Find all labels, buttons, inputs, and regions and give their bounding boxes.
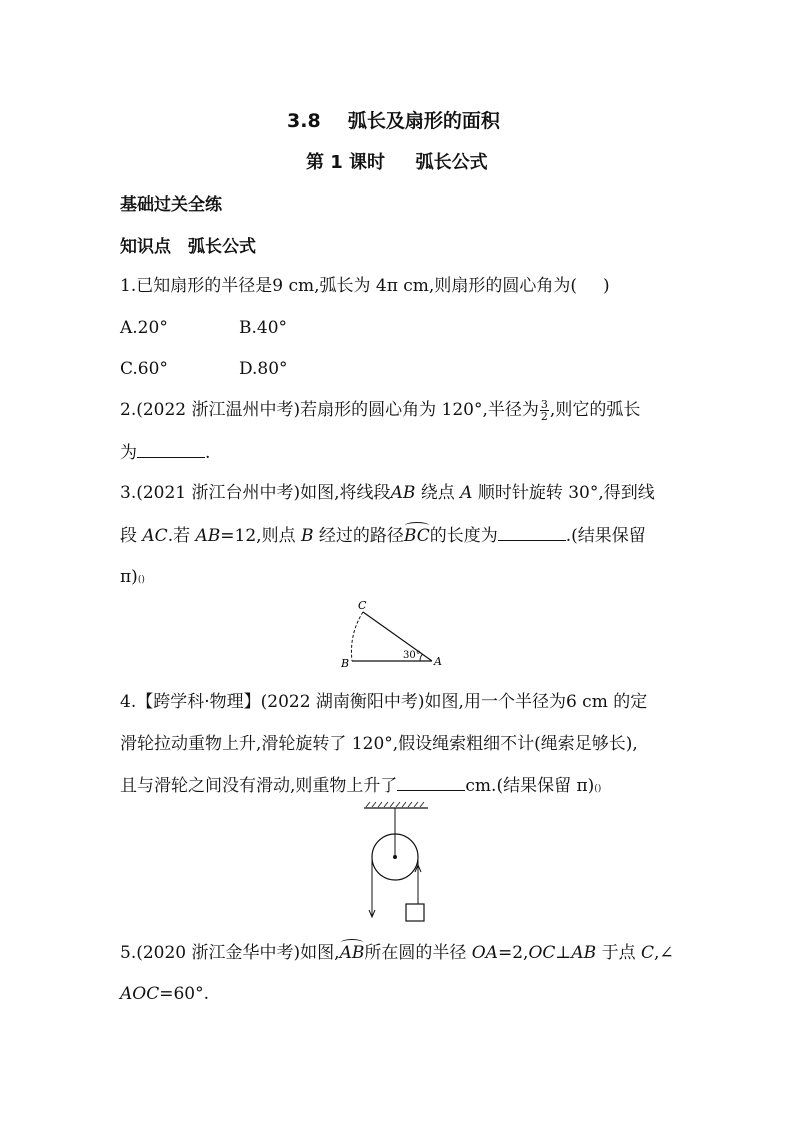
pulley-center [393,855,397,859]
q2-part2: ,则它的弧长 [549,400,641,420]
page-title [287,106,500,133]
q3-text: =12,则点 [220,526,301,546]
q3-label-angle: 30° [403,650,421,661]
q3-text: π) [120,567,138,587]
q5-text: ⊥ [555,943,572,963]
title-number: 3.8 [287,110,321,132]
q5-text: =2, [497,943,529,963]
q5-arc-ab: AB [339,943,365,963]
q4-text: 且与滑轮之间没有滑动,则重物上升了 [120,776,398,796]
q3-line1 [120,482,655,504]
q5-point-c: C [640,943,654,963]
q5-text: 5.(2020 浙江金华中考)如图, [120,943,340,963]
q5-seg-oa: OA [471,943,498,963]
q2-line2-post: . [205,443,211,463]
q3-text: 经过的路径 [313,526,404,546]
q3-line3 [120,566,145,591]
q5-seg-oc: OC [528,943,556,963]
q3-text: 3.(2021 浙江台州中考)如图,将线段 [120,483,391,503]
q3-point-a: A [460,483,473,503]
q3-text: .若 [167,526,196,546]
q3-seg-ac-line [363,612,432,661]
q3-arc-path [351,612,363,661]
subtitle-lesson: 第 1 课时 [306,152,386,173]
q1-option-c: C.60° [120,359,168,379]
q5-seg-ab: AB [571,943,597,963]
q3-point-b: B [300,526,314,546]
q3-label-b: B [341,657,350,670]
q5-text: 于点 [596,943,641,963]
q5-text: =60°. [159,984,210,1004]
q2-frac-den: 2 [540,410,548,423]
q3-answer-blank[interactable] [498,524,566,541]
q5-line2 [120,983,209,1005]
q3-arc-bc: BC [403,526,430,546]
q2-fraction [540,399,549,422]
q5-line1 [120,942,674,964]
q3-label-c: C [358,599,367,612]
q3-seg-ac: AC [142,526,168,546]
q3-line2 [120,524,646,547]
q1-stem-end: ) [602,276,610,296]
q3-seg-ab: AB [390,483,416,503]
q4-line3 [120,774,601,800]
q1-option-b: B.40° [239,318,288,338]
q2-line2 [120,441,210,464]
title-text: 弧长及扇形的面积 [347,110,500,132]
q3-text: 段 [120,526,143,546]
q3-small-mark: () [137,575,145,585]
q3-text: 的长度为 [429,526,498,546]
section-basic: 基础过关全练 [120,195,222,215]
q4-line1: 4.【跨学科·物理】(2022 湖南衡阳中考)如图,用一个半径为6 cm 的定 [120,692,648,712]
q5-text: 所在圆的半径 [364,943,472,963]
q1-option-d: D.80° [239,359,288,379]
q1-stem-text: 1.已知扇形的半径是9 cm,弧长为 4π cm,则扇形的圆心角为( [120,276,577,296]
q4-pulley-figure [360,800,432,926]
q1-option-a: A.20° [120,318,168,338]
q4-text: cm.(结果保留 π) [465,776,595,796]
ceiling-hatch [366,802,424,807]
q3-figure [330,598,460,672]
q2-frac-num: 3 [540,398,548,411]
section-knowledge: 知识点 弧长公式 [120,237,256,257]
q2-line1 [120,399,640,422]
q4-small-mark: () [594,784,602,794]
q5-angle-aoc: AOC [120,984,160,1004]
weight-block [406,904,424,921]
subtitle-topic: 弧长公式 [415,152,488,173]
q3-label-a: A [434,655,442,668]
q2-part1: 2.(2022 浙江温州中考)若扇形的圆心角为 120°,半径为 [120,400,539,420]
q1-stem [120,275,610,297]
q3-seg-ab: AB [195,526,221,546]
page-subtitle [306,148,488,174]
q4-answer-blank[interactable] [397,774,465,791]
q2-answer-blank[interactable] [137,441,205,458]
q3-text: .(结果保留 [565,526,646,546]
q2-line2-pre: 为 [120,443,137,463]
q5-text: ,∠ [654,943,674,963]
q4-line2: 滑轮拉动重物上升,滑轮旋转了 120°,假设绳索粗细不计(绳索足够长), [120,734,638,754]
q3-text: 顺时针旋转 30°,得到线 [472,483,655,503]
q3-text: 绕点 [415,483,461,503]
